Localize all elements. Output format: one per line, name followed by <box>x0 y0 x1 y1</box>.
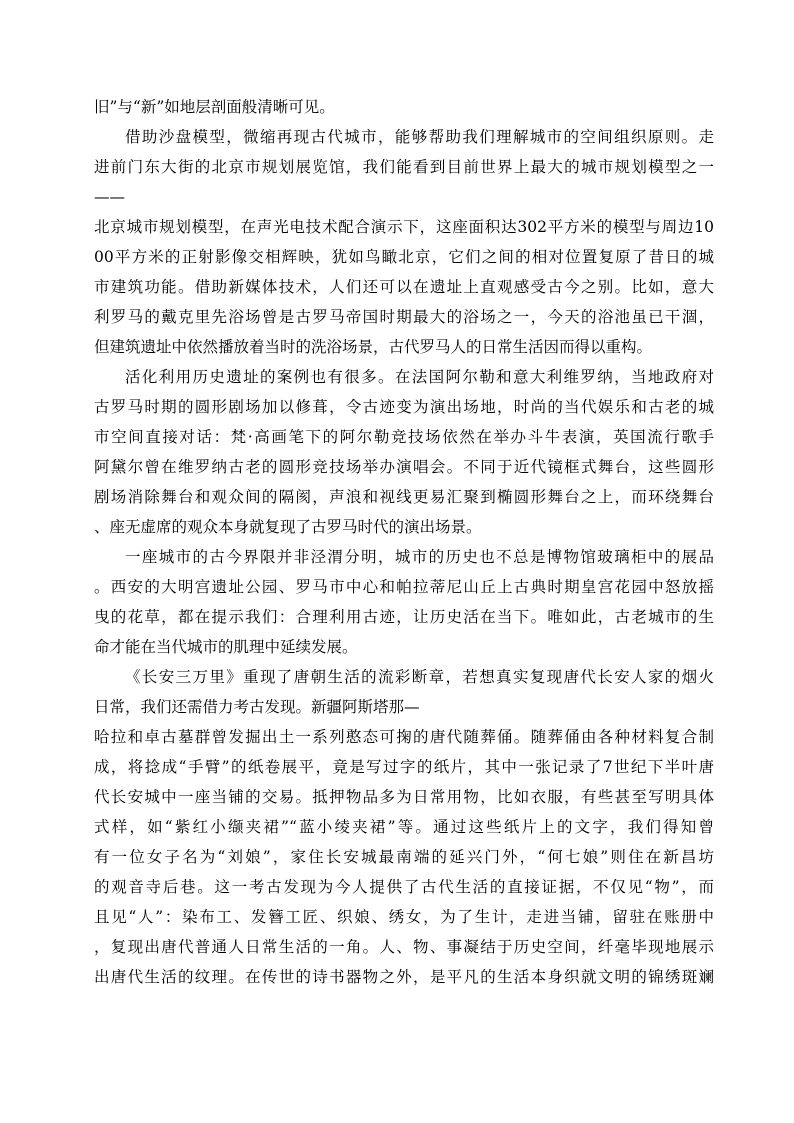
text-line: 市空间直接对话：梵·高画笔下的阿尔勒竞技场依然在举办斗牛表演，英国流行歌手 <box>94 428 714 446</box>
text-line: 命才能在当代城市的肌理中延续发展。 <box>94 638 358 656</box>
text-line: —— <box>94 188 125 206</box>
text-line: 市建筑功能。借助新媒体技术，人们还可以在遗址上直观感受古今之别。比如，意大 <box>94 278 714 296</box>
text-line: 有一位女子名为“刘娘”，家住长安城最南端的延兴门外，“何七娘”则住在新昌坊 <box>94 848 714 866</box>
text-line: 的观音寺后巷。这一考古发现为今人提供了古代生活的直接证据，不仅见“物”，而 <box>94 878 714 896</box>
text-line: 阿黛尔曾在维罗纳古老的圆形竞技场举办演唱会。不同于近代镜框式舞台，这些圆形 <box>94 458 714 476</box>
text-line: 式样，如“紫红小缬夹裙”“蓝小绫夹裙”等。通过这些纸片上的文字，我们得知曾 <box>94 818 714 836</box>
text-line: 日常，我们还需借力考古发现。新疆阿斯塔那— <box>94 698 420 716</box>
text-line: 成，将捻成“手臂”的纸卷展平，竟是写过字的纸片，其中一张记录了7世纪下半叶唐 <box>94 758 714 776</box>
text-line: 、座无虚席的观众本身就复现了古罗马时代的演出场景。 <box>94 518 482 536</box>
text-line: 出唐代生活的纹理。在传世的诗书器物之外，是平凡的生活本身织就文明的锦绣斑斓 <box>94 968 714 986</box>
text-line: 北京城市规划模型，在声光电技术配合演示下，这座面积达302平方米的模型与周边10 <box>94 218 714 236</box>
text-line: 哈拉和卓古墓群曾发掘出土一系列憨态可掬的唐代随葬俑。随葬俑由各种材料复合制 <box>94 728 714 746</box>
text-line: 一座城市的古今界限并非泾渭分明，城市的历史也不总是博物馆玻璃柜中的展品 <box>125 548 714 566</box>
text-line: 利罗马的戴克里先浴场曾是古罗马帝国时期最大的浴场之一，今天的浴池虽已干涸， <box>94 308 714 326</box>
text-line: 00平方米的正射影像交相辉映，犹如鸟瞰北京，它们之间的相对位置复原了昔日的城 <box>94 248 714 266</box>
text-line: 旧”与“新”如地层剖面般清晰可见。 <box>94 98 335 116</box>
text-line: 古罗马时期的圆形剧场加以修葺，令古迹变为演出场地，时尚的当代娱乐和古老的城 <box>94 398 714 416</box>
text-line: 且见“人”：染布工、发簪工匠、织娘、绣女，为了生计，走进当铺，留驻在账册中 <box>94 908 714 926</box>
text-line: 进前门东大街的北京市规划展览馆，我们能看到目前世界上最大的城市规划模型之一 <box>94 158 714 176</box>
body-text <box>94 92 714 992</box>
text-line: 但建筑遗址中依然播放着当时的洗浴场景，古代罗马人的日常生活因而得以重构。 <box>94 338 653 356</box>
text-line: 《长安三万里》重现了唐朝生活的流彩断章，若想真实复现唐代长安人家的烟火 <box>125 668 714 686</box>
text-line: 剧场消除舞台和观众间的隔阂，声浪和视线更易汇聚到椭圆形舞台之上，而环绕舞台 <box>94 488 714 506</box>
text-line: ，复现出唐代普通人日常生活的一角。人、物、事凝结于历史空间，纤毫毕现地展示 <box>94 938 714 956</box>
text-line: 曳的花草，都在提示我们：合理利用古迹，让历史活在当下。唯如此，古老城市的生 <box>94 608 714 626</box>
text-line: 活化利用历史遗址的案例也有很多。在法国阿尔勒和意大利维罗纳，当地政府对 <box>125 368 714 386</box>
text-line: 借助沙盘模型，微缩再现古代城市，能够帮助我们理解城市的空间组织原则。走 <box>125 128 714 146</box>
text-line: 。西安的大明宫遗址公园、罗马市中心和帕拉蒂尼山丘上古典时期皇宫花园中怒放摇 <box>94 578 714 596</box>
text-line: 代长安城中一座当铺的交易。抵押物品多为日常用物，比如衣服，有些甚至写明具体 <box>94 788 714 806</box>
